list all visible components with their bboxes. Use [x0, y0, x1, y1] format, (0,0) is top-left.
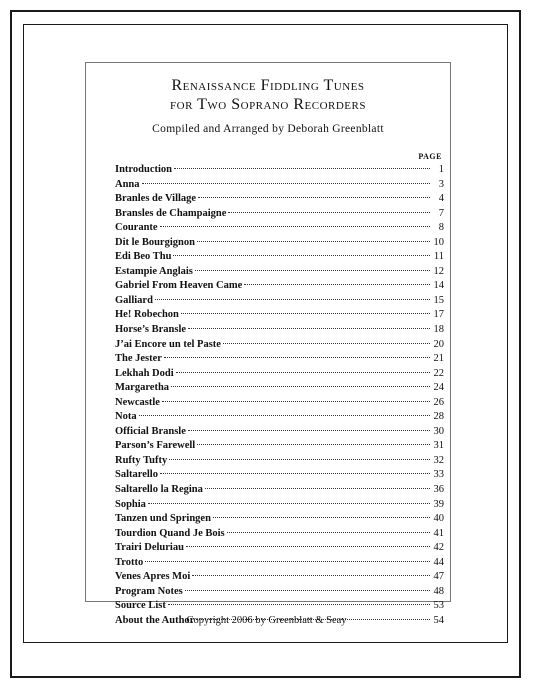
toc-entry-page: 33	[433, 469, 444, 481]
toc-entry-title: Rufty Tufty	[115, 454, 168, 466]
toc-entry-page: 31	[433, 440, 444, 452]
toc-entry	[115, 439, 444, 454]
toc-entry-title: Lekhah Dodi	[115, 367, 174, 379]
toc-dot-leader	[185, 590, 430, 591]
toc-dot-leader	[164, 357, 430, 358]
book-title-line-2-text: for Two Soprano Recorders	[170, 96, 366, 113]
toc-entry	[115, 207, 444, 222]
toc-entry-title: Galliard	[115, 294, 153, 306]
toc-dot-leader	[195, 270, 430, 271]
toc-entry-page: 32	[433, 454, 444, 466]
toc-dot-leader	[142, 183, 430, 184]
toc-entry	[115, 163, 444, 178]
toc-dot-leader	[197, 241, 430, 242]
toc-entry-page: 12	[433, 265, 444, 277]
toc-entry	[115, 599, 444, 614]
toc-entry	[115, 410, 444, 425]
toc-entry	[115, 367, 444, 382]
toc-entry-page: 3	[438, 178, 444, 190]
toc-entry-title: Introduction	[115, 164, 172, 175]
toc-dot-leader	[148, 503, 430, 504]
toc-entry-title: Official Bransle	[115, 425, 186, 437]
toc-entry-title: Dit le Bourgignon	[115, 236, 195, 248]
toc-entry	[115, 454, 444, 469]
toc-entry	[115, 308, 444, 323]
toc-entry	[115, 192, 444, 207]
toc-entry-title: About the Author	[115, 614, 195, 626]
toc-entry-title: The Jester	[115, 353, 162, 365]
toc-dot-leader	[160, 473, 430, 474]
toc-entry-page: 1	[438, 164, 444, 175]
toc-entry-page: 28	[433, 411, 444, 423]
toc-entry-title: Trotto	[115, 556, 144, 568]
toc-entry	[115, 512, 444, 527]
toc-entry-page: 17	[433, 309, 444, 321]
toc-entry	[115, 250, 444, 265]
toc-entry-title: Anna	[115, 178, 140, 190]
toc-entry-title: Margaretha	[115, 382, 170, 394]
toc-entry	[115, 279, 444, 294]
toc-entry	[115, 221, 444, 236]
toc-dot-leader	[168, 604, 430, 605]
toc-entry-title: Tourdion Quand Je Bois	[115, 527, 225, 539]
toc-entry-page: 4	[438, 193, 444, 205]
toc-entry	[115, 236, 444, 251]
toc-entry-title: Saltarello	[115, 469, 158, 481]
toc-entry-page: 8	[438, 222, 444, 234]
toc-entry-title: Parson’s Farewell	[115, 440, 196, 452]
toc-entry-page: 42	[433, 542, 444, 554]
toc-entry-title: Courante	[115, 222, 158, 234]
toc-entry	[115, 396, 444, 411]
toc-entry-title: Saltarello la Regina	[115, 484, 203, 496]
toc-entry-page: 21	[433, 353, 444, 365]
toc-entry	[115, 527, 444, 542]
toc-entry-title: Trairi Deluriau	[115, 542, 184, 554]
toc-dot-leader	[162, 401, 430, 402]
toc-entry-page: 15	[433, 294, 444, 306]
toc-dot-leader	[171, 386, 430, 387]
toc-entry-page: 48	[433, 585, 444, 597]
toc-dot-leader	[205, 488, 430, 489]
toc-entry-title: Bransles de Champaigne	[115, 207, 227, 219]
toc-entry-page: 44	[433, 556, 444, 568]
toc-entry	[115, 338, 444, 353]
toc-entry-title: He! Robechon	[115, 309, 179, 321]
compiler-credit: Compiled and Arranged by Deborah Greenblatt	[152, 123, 384, 135]
toc-dot-leader	[169, 459, 430, 460]
toc-entry-page: 41	[433, 527, 444, 539]
toc-dot-leader	[198, 197, 430, 198]
toc-dot-leader	[139, 415, 430, 416]
toc-entry-title: Venes Apres Moi	[115, 571, 191, 583]
toc-entry-page: 14	[433, 280, 444, 292]
toc-entry-title: Estampie Anglais	[115, 265, 193, 277]
toc-entry-page: 10	[433, 236, 444, 248]
toc-entry	[115, 265, 444, 280]
toc-dot-leader	[176, 372, 430, 373]
toc-dot-leader	[181, 313, 430, 314]
toc-entry-page: 39	[433, 498, 444, 510]
toc-entry-title: J’ai Encore un tel Paste	[115, 338, 221, 350]
toc-dot-leader	[145, 561, 430, 562]
toc-entry-page: 36	[433, 484, 444, 496]
toc-entry-page: 30	[433, 425, 444, 437]
toc-dot-leader	[186, 546, 430, 547]
toc-entry-page: 18	[433, 324, 444, 336]
toc-entry-page: 20	[433, 338, 444, 350]
toc-entry-title: Gabriel From Heaven Came	[115, 280, 243, 292]
toc-entry-page: 53	[433, 600, 444, 612]
toc-dot-leader	[197, 444, 430, 445]
toc-dot-leader	[160, 226, 430, 227]
toc-entry	[115, 556, 444, 571]
toc-dot-leader	[188, 328, 430, 329]
toc-entry	[115, 483, 444, 498]
toc-entry-page: 26	[433, 396, 444, 408]
toc-entry-page: 47	[433, 571, 444, 583]
book-title-line-1	[86, 77, 450, 95]
copyright-notice: Copyright 2006 by Greenblatt & Seay	[186, 615, 347, 626]
toc-entry	[115, 541, 444, 556]
toc-entry-title: Nota	[115, 411, 137, 423]
toc-dot-leader	[173, 255, 430, 256]
toc-entry-title: Newcastle	[115, 396, 160, 408]
toc-entry-page: 22	[433, 367, 444, 379]
toc-entry	[115, 468, 444, 483]
toc-entry-title: Program Notes	[115, 585, 183, 597]
toc-entry-title: Edi Beo Thu	[115, 251, 172, 263]
toc-dot-leader	[188, 430, 430, 431]
toc-page-column-header: PAGE	[418, 152, 442, 161]
toc-entry-title: Sophia	[115, 498, 146, 510]
toc-entry-title: Branles de Village	[115, 193, 197, 205]
toc-entry-page: 40	[433, 513, 444, 525]
toc-entry-page: 54	[433, 614, 444, 626]
toc-dot-leader	[155, 299, 430, 300]
toc-entry-title: Horse’s Bransle	[115, 324, 187, 336]
toc-dot-leader	[244, 284, 430, 285]
toc-entry	[115, 294, 444, 309]
toc-entry-page: 11	[433, 251, 444, 263]
toc-dot-leader	[227, 532, 430, 533]
toc-entry	[115, 585, 444, 600]
toc-dot-leader	[192, 575, 430, 576]
toc-dot-leader	[174, 168, 430, 169]
book-title-line-2	[86, 96, 450, 114]
book-title-line-1-text: Renaissance Fiddling Tunes	[171, 77, 365, 94]
toc-entry	[115, 178, 444, 193]
toc-entry-page: 7	[438, 207, 444, 219]
toc-entry-page: 24	[433, 382, 444, 394]
toc-dot-leader	[228, 212, 430, 213]
toc-entry	[115, 381, 444, 396]
toc-entry	[115, 425, 444, 440]
toc-dot-leader	[213, 517, 430, 518]
table-of-contents	[115, 163, 444, 629]
toc-entry	[115, 498, 444, 513]
toc-entry-title: Source List	[115, 600, 166, 612]
toc-entry	[115, 570, 444, 585]
toc-entry	[115, 323, 444, 338]
toc-dot-leader	[223, 343, 430, 344]
toc-entry	[115, 352, 444, 367]
toc-entry-title: Tanzen und Springen	[115, 513, 211, 525]
